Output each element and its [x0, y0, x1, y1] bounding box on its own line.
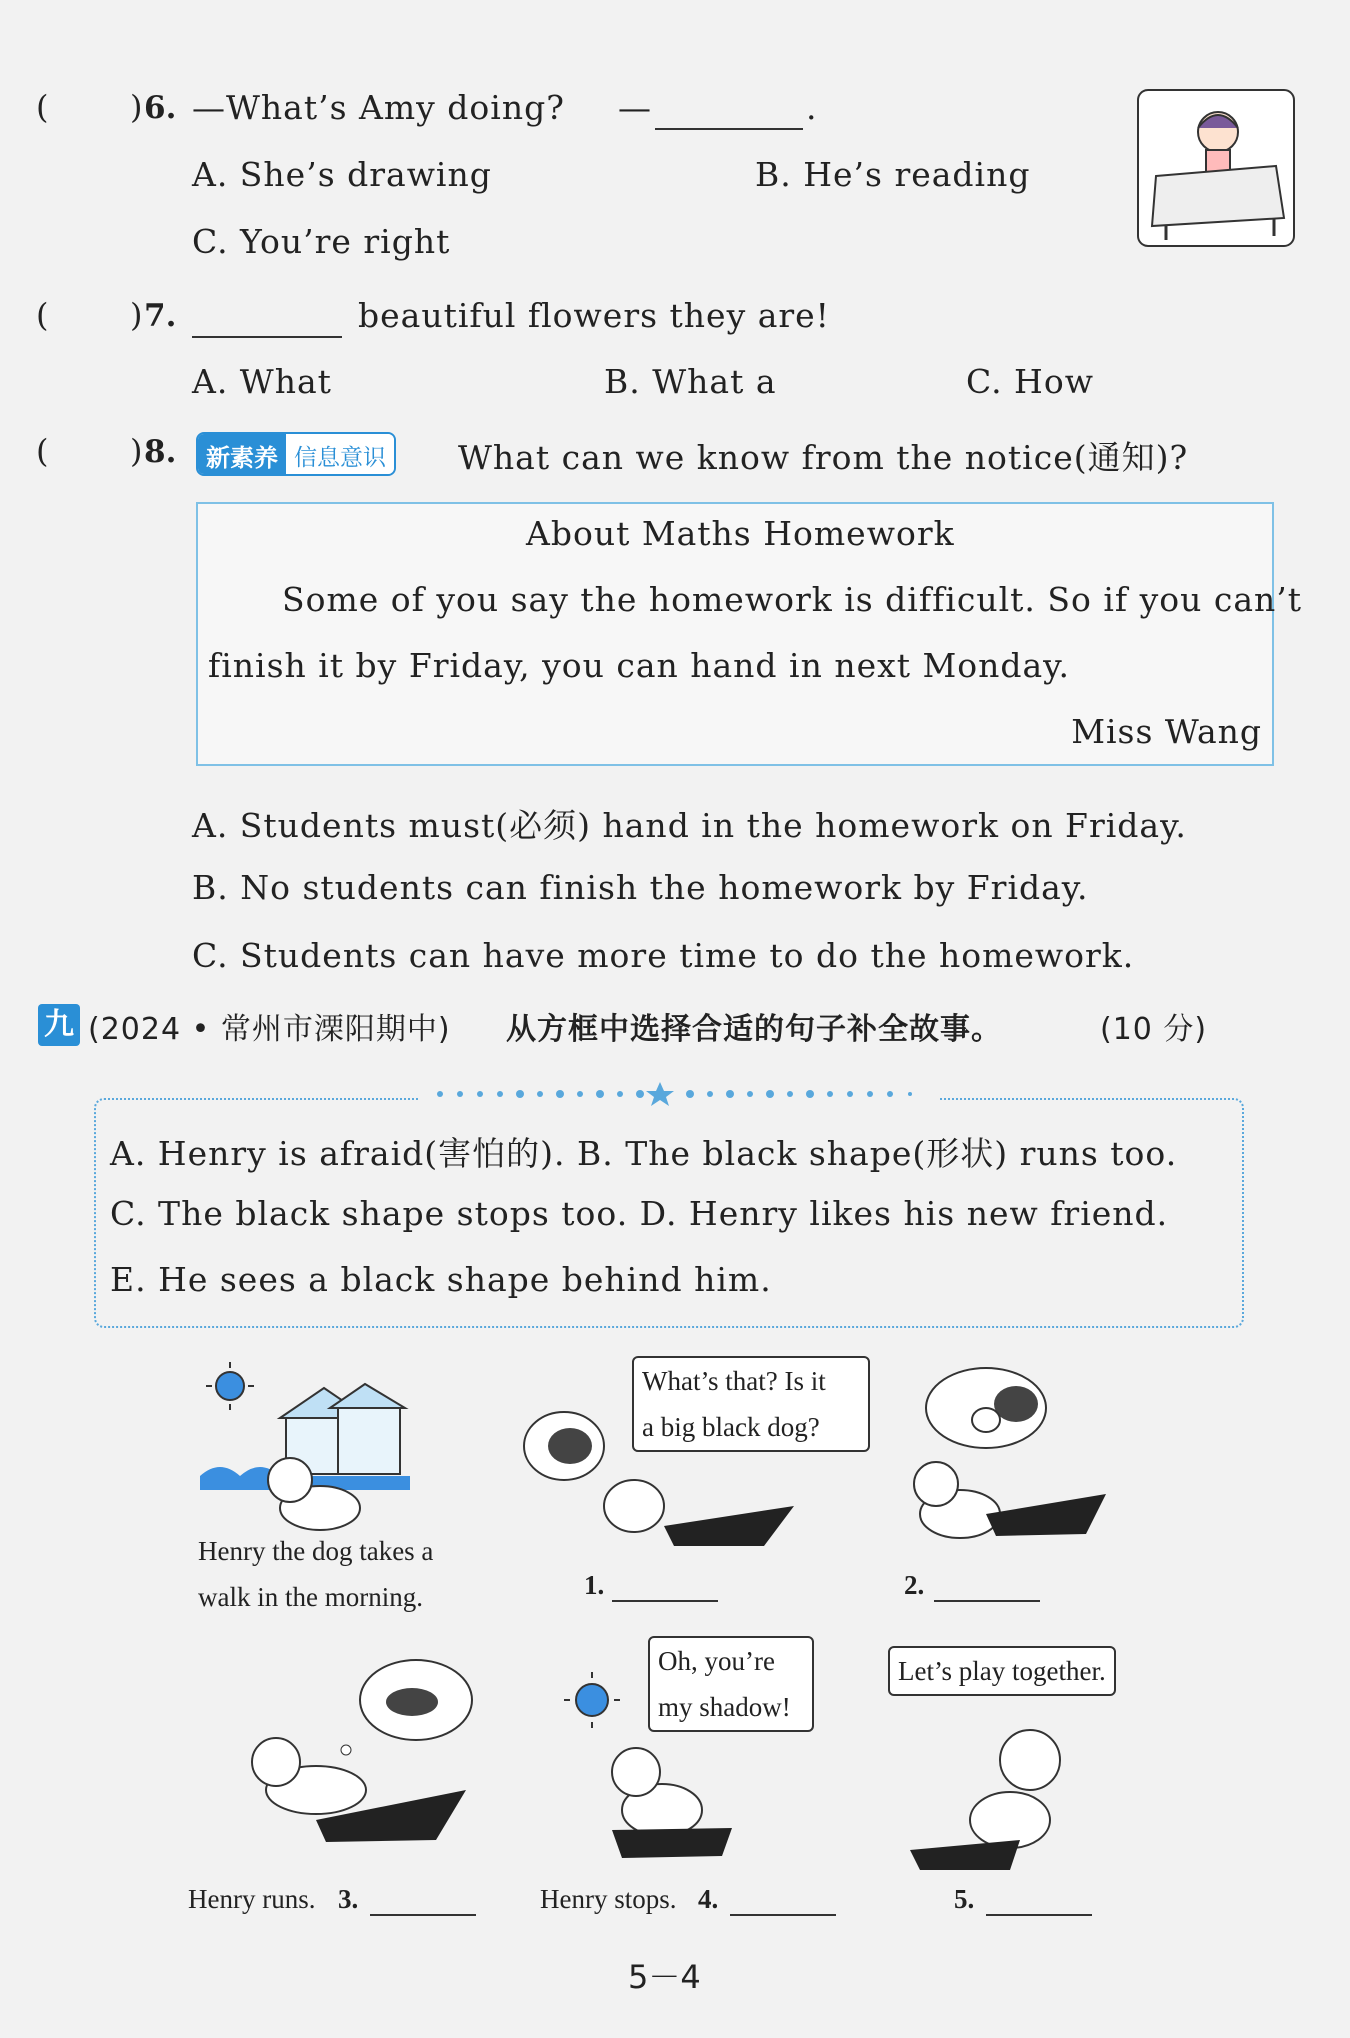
- blank-label-1: 1.: [584, 1570, 605, 1600]
- answer-blank-3[interactable]: [370, 1914, 476, 1916]
- literacy-tag: [196, 432, 396, 476]
- answer-blank-7[interactable]: [192, 336, 342, 338]
- notice-line-2: finish it by Friday, you can hand in next Monday.: [208, 646, 1070, 685]
- question-8-text: What can we know from the notice(通知)?: [458, 438, 1189, 477]
- answer-period-6: .: [806, 88, 818, 127]
- blank-label-2: 2.: [904, 1570, 925, 1600]
- answer-blank-1[interactable]: [612, 1600, 718, 1602]
- answer-blank-6[interactable]: [655, 128, 803, 130]
- bubble-1-line-2: a big black dog?: [642, 1412, 820, 1442]
- option-6a: A. She’s drawing: [192, 155, 492, 194]
- section-9-points: (10 分): [1100, 1012, 1208, 1047]
- tag-main: 新素养: [198, 434, 286, 474]
- section-9-badge: 九: [38, 1004, 80, 1046]
- tag-sub: 信息意识: [286, 434, 394, 474]
- panel-4-caption: Henry runs.: [188, 1884, 316, 1914]
- question-7-text: beautiful flowers they are!: [358, 296, 830, 335]
- question-number-8: 8.: [144, 434, 177, 470]
- box-line-1: A. Henry is afraid(害怕的). B. The black shape(形状) runs too.: [110, 1134, 1178, 1173]
- box-line-3: E. He sees a black shape behind him.: [110, 1260, 772, 1299]
- panel-1-caption-line-2: walk in the morning.: [198, 1582, 423, 1612]
- speech-bubble-3: Let’s play together.: [888, 1646, 1116, 1696]
- section-9-instruction: 从方框中选择合适的句子补全故事。: [506, 1012, 1002, 1047]
- notice-title: About Maths Homework: [526, 514, 955, 553]
- panel-5-sun-dog-illustration: [552, 1660, 742, 1860]
- panel-4-running-dog-illustration: [236, 1650, 486, 1850]
- option-8c: C. Students can have more time to do the homework.: [192, 936, 1135, 975]
- bubble-2-line-2: my shadow!: [658, 1692, 791, 1722]
- blank-label-5: 5.: [954, 1884, 975, 1914]
- notice-signature: Miss Wang: [1071, 712, 1262, 751]
- panel-1-house-dog-illustration: [200, 1358, 420, 1538]
- panel-3-dogs-illustration: [876, 1364, 1116, 1554]
- option-7b: B. What a: [604, 362, 777, 401]
- blank-label-4: 4.: [698, 1884, 719, 1914]
- option-8a: A. Students must(必须) hand in the homework on Friday.: [192, 806, 1187, 845]
- notice-line-1: Some of you say the homework is difficult. So if you can’t: [282, 580, 1303, 619]
- answer-paren-close-7: ): [130, 296, 143, 334]
- sentence-options-box: [94, 1098, 1244, 1328]
- question-6-text: —What’s Amy doing?: [192, 88, 565, 127]
- panel-6-dog-shadow-illustration: [900, 1710, 1130, 1870]
- star-border-decoration: [420, 1082, 940, 1106]
- panel-5-caption: Henry stops.: [540, 1884, 677, 1914]
- panel-1-caption-line-1: Henry the dog takes a: [198, 1536, 434, 1566]
- answer-blank-5[interactable]: [986, 1914, 1092, 1916]
- option-8b: B. No students can finish the homework by Friday.: [192, 868, 1089, 907]
- option-7c: C. How: [966, 362, 1094, 401]
- girl-drawing-illustration: [1136, 88, 1296, 248]
- panel-2-dog-thinking-illustration: [514, 1406, 814, 1556]
- page-number: 5－4: [628, 1958, 701, 1996]
- notice-box: [196, 502, 1303, 766]
- box-line-2: C. The black shape stops too. D. Henry likes his new friend.: [110, 1194, 1169, 1233]
- answer-blank-2[interactable]: [934, 1600, 1040, 1602]
- answer-paren-open-7: (: [36, 296, 49, 334]
- answer-paren-close-8: ): [130, 432, 143, 470]
- answer-paren-close-6: ): [130, 88, 143, 126]
- question-number-6: 6.: [144, 90, 177, 126]
- blank-label-3: 3.: [338, 1884, 359, 1914]
- answer-blank-4[interactable]: [730, 1914, 836, 1916]
- option-6b: B. He’s reading: [755, 155, 1031, 194]
- section-9-source: (2024 • 常州市溧阳期中): [88, 1012, 451, 1047]
- answer-paren-open-8: (: [36, 432, 49, 470]
- bubble-1-line-1: What’s that? Is it: [642, 1366, 826, 1396]
- option-6c: C. You’re right: [192, 222, 451, 261]
- question-number-7: 7.: [144, 298, 177, 334]
- bubble-2-line-1: Oh, you’re: [658, 1646, 775, 1676]
- answer-paren-open-6: (: [36, 88, 49, 126]
- answer-dash-6: —: [618, 88, 652, 127]
- option-7a: A. What: [192, 362, 332, 401]
